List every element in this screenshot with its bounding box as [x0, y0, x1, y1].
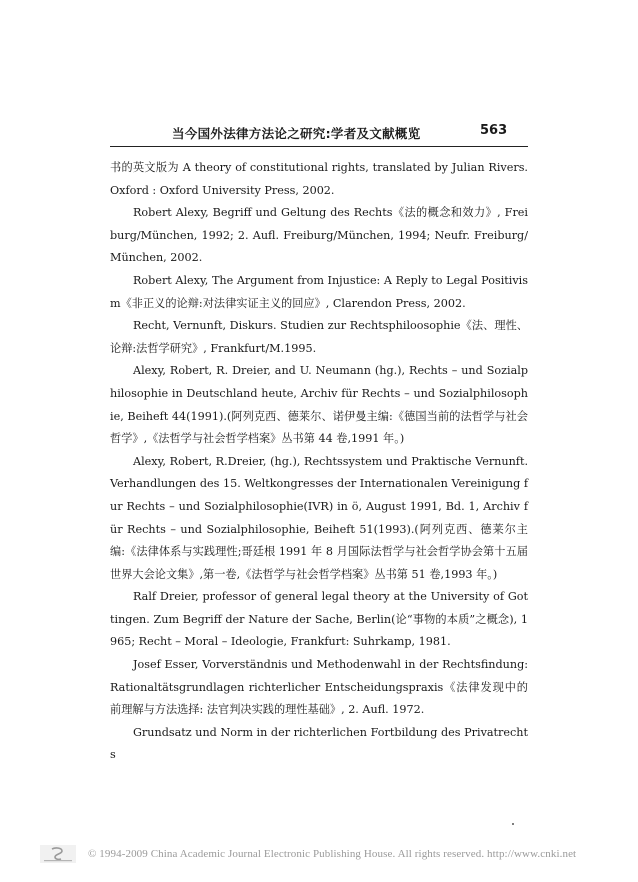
body-text: [110, 157, 528, 767]
paragraph-2: Robert Alexy, Begriff und Geltung des Rechts《法的概念和效力》, Freiburg/München, 1992; 2. Aufl. Freiburg/München, 1994; Neufr. Freiburg/München, 2002.: [110, 206, 528, 265]
paragraph-9: Grundsatz und Norm in der richterlichen Fortbildung des Privatrechts: [110, 725, 528, 762]
copyright-text: © 1994-2009 China Academic Journal Electronic Publishing House. All rights reserved. http://www.cnki.net: [88, 848, 577, 860]
page-number: 563: [480, 123, 508, 138]
paragraph-6: Alexy, Robert, R.Dreier, (hg.), Rechtssystem und Praktische Vernunft. Verhandlungen des 15. Weltkongresses der Internationalen Vereinigung fur Rechts – und Sozialphilosophie(IVR) in ö, August 1991, Bd. 1, Archiv für Rechts – und Sozialphilosophie, Beiheft 51(1993).(阿列克西、德莱尔主编:《法律体系与实践理性;哥廷根 1991 年 8 月国际法哲学与社会哲学协会第十五届世界大会论文集》,第一卷,《法哲学与社会哲学档案》丛书第 51 卷,1993 年。): [110, 454, 528, 581]
publisher-logo-icon: [40, 845, 76, 863]
paragraph-5: Alexy, Robert, R. Dreier, and U. Neumann (hg.), Rechts – und Sozialphilosophie in Deutschland heute, Archiv für Rechts – und Sozialphilosophie, Beiheft 44(1991).(阿列克西、德莱尔、诺伊曼主编:《德国当前的法哲学与社会哲学》,《法哲学与社会哲学档案》丛书第 44 卷,1991 年。): [110, 364, 528, 446]
paragraph-3: Robert Alexy, The Argument from Injustice: A Reply to Legal Positivism《非正义的论辩:对法律实证主义的回应》, Clarendon Press, 2002.: [110, 273, 528, 310]
paragraph-7: Ralf Dreier, professor of general legal theory at the University of Gottingen. Zum Begriff der Nature der Sache, Berlin(论“事物的本质”之概念), 1965; Recht – Moral – Ideologie, Frankfurt: Suhrkamp, 1981.: [110, 590, 528, 649]
paragraph-4: Recht, Vernunft, Diskurs. Studien zur Rechtsphiloosophie《法、理性、论辩:法哲学研究》, Frankfurt/M.1995.: [110, 319, 528, 355]
header-rule: [110, 146, 528, 147]
scan-speck: [512, 823, 514, 825]
copyright-footer: [40, 845, 638, 865]
running-header: [110, 124, 530, 146]
running-header-title: 当今国外法律方法论之研究:学者及文献概览: [172, 126, 421, 141]
paragraph-1: 书的英文版为 A theory of constitutional rights, translated by Julian Rivers. Oxford : Oxford University Press, 2002.: [110, 161, 528, 197]
paragraph-8: Josef Esser, Vorverständnis und Methodenwahl in der Rechtsfindung: Rationaltätsgrundlagen richterlicher Entscheidungspraxis《法律发现中的前理解与方法选择: 法官判决实践的理性基础》, 2. Aufl. 1972.: [110, 658, 528, 717]
